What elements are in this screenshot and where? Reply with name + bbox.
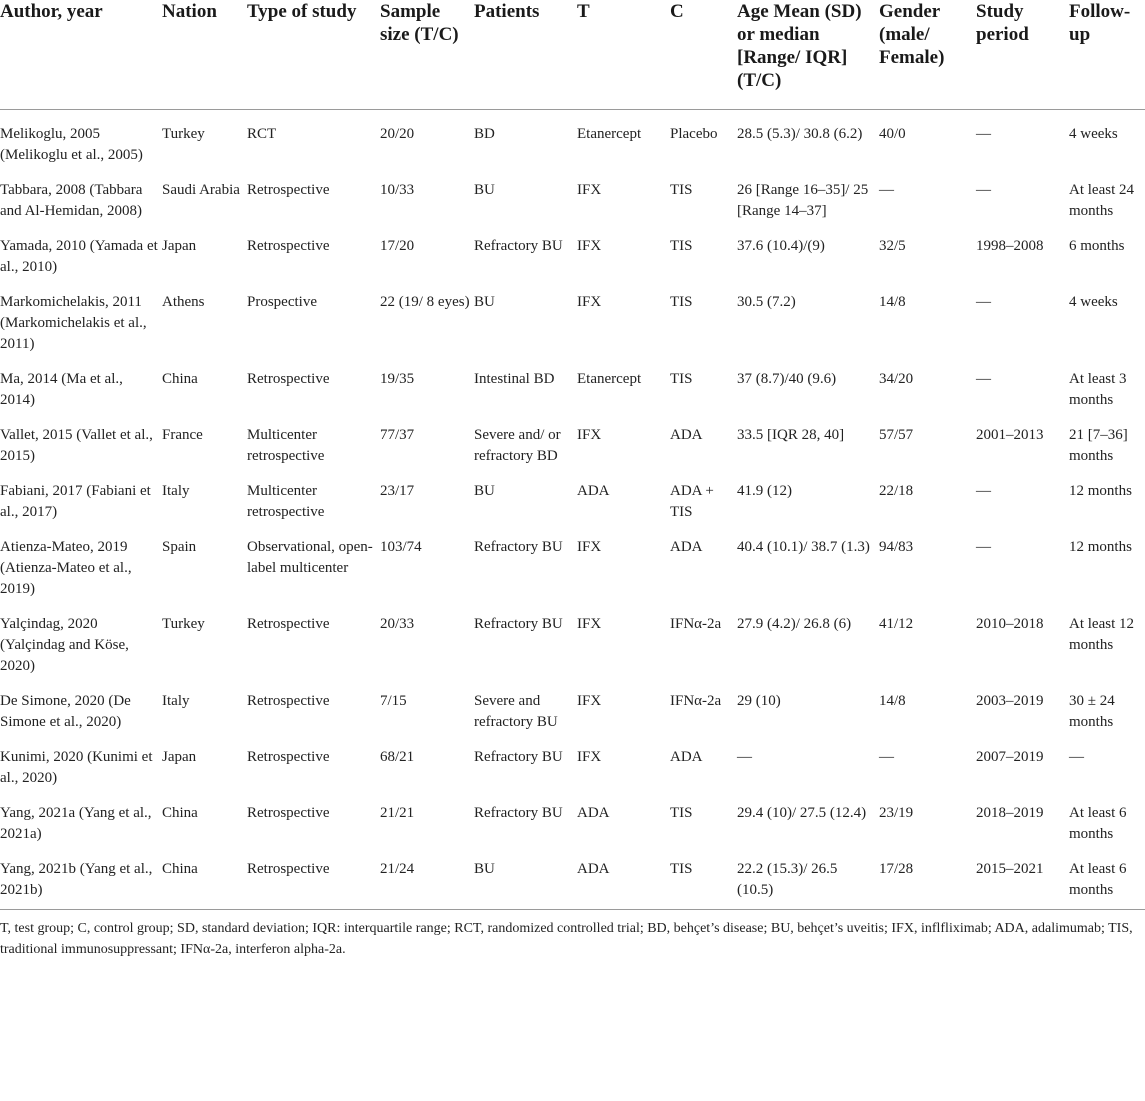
table-cell: IFX [577, 616, 602, 632]
table-cell: 26 [Range 16–35]/ 25 [Range 14–37] [737, 182, 869, 219]
table-cell: 21/21 [380, 805, 415, 821]
table-cell: 23/17 [380, 483, 415, 499]
table-cell: Retrospective [247, 616, 330, 632]
column-header: Type of study [247, 0, 380, 110]
table-footnote: T, test group; C, control group; SD, standard deviation; IQR: interquartile range; RCT, randomized controlled trial; BD, behçet’s disease; BU, behçet’s uveitis; IFX, inflfliximab; ADA, adalimumab; TIS, traditional immunosuppressant; IFNα-2a, interferon alpha-2a. [0, 921, 1133, 957]
table-cell: — [737, 749, 752, 765]
table-cell: Retrospective [247, 805, 330, 821]
table-row [0, 845, 1145, 910]
table-cell: IFNα-2a [670, 616, 722, 632]
table-cell: 2010–2018 [976, 616, 1044, 632]
table-cell: 57/57 [879, 427, 914, 443]
table-cell: IFX [577, 427, 602, 443]
table-cell: Retrospective [247, 693, 330, 709]
table-cell: 19/35 [380, 371, 415, 387]
table-cell: 2018–2019 [976, 805, 1044, 821]
table-cell: 30 ± 24 months [1069, 693, 1115, 730]
table-cell: IFX [577, 749, 602, 765]
table-cell: IFX [577, 693, 602, 709]
table-cell: 2015–2021 [976, 845, 1069, 910]
table-row [0, 600, 1145, 677]
table-body [0, 110, 1145, 910]
table-cell: 2007–2019 [976, 749, 1044, 765]
table-cell: TIS [670, 238, 693, 254]
table-cell: IFNα-2a [670, 693, 722, 709]
table-cell: 4 weeks [1069, 126, 1118, 142]
table-cell: 37.6 (10.4)/(9) [737, 238, 825, 254]
table-cell: 68/21 [380, 749, 415, 765]
table-cell: Spain [162, 539, 197, 555]
table-cell: 40/0 [879, 126, 906, 142]
table-cell: Observational, open-label multicenter [247, 539, 373, 576]
table-cell: At least 6 months [1069, 845, 1145, 910]
table-cell: — [976, 126, 991, 142]
table-cell: 34/20 [879, 371, 914, 387]
table-cell: Refractory BU [474, 539, 563, 555]
table-cell: — [976, 539, 991, 555]
column-header: Sample size (T/C) [380, 0, 474, 110]
table-cell: 14/8 [879, 294, 906, 310]
table-cell: De Simone, 2020 (De Simone et al., 2020) [0, 693, 131, 730]
table-cell: Placebo [670, 126, 718, 142]
table-cell: 20/33 [380, 616, 415, 632]
table-cell: RCT [247, 126, 277, 142]
table-cell: 2003–2019 [976, 693, 1044, 709]
table-cell: BD [474, 126, 495, 142]
table-cell: Italy [162, 693, 190, 709]
table-cell: 4 weeks [1069, 294, 1118, 310]
column-header: Author, year [0, 0, 162, 110]
table-cell: 41/12 [879, 616, 914, 632]
table-cell: At least 6 months [1069, 805, 1127, 842]
table-cell: BU [474, 845, 577, 910]
table-cell: ADA [670, 427, 703, 443]
table-cell: Vallet, 2015 (Vallet et al., 2015) [0, 427, 153, 464]
table-row [0, 222, 1145, 278]
table-cell: IFX [577, 294, 602, 310]
table-cell: Turkey [162, 126, 205, 142]
table-cell: Retrospective [247, 182, 330, 198]
table-cell: Severe and refractory BU [474, 693, 558, 730]
table-cell: TIS [670, 371, 693, 387]
table-cell: Ma, 2014 (Ma et al., 2014) [0, 371, 123, 408]
table-cell: 10/33 [380, 182, 415, 198]
table-cell: 17/28 [879, 845, 976, 910]
table-cell: 22 (19/ 8 eyes) [380, 294, 470, 310]
table-cell: China [162, 845, 247, 910]
table-cell: TIS [670, 182, 693, 198]
table-cell: TIS [670, 294, 693, 310]
table-cell: Yang, 2021a (Yang et al., 2021a) [0, 805, 152, 842]
table-cell: Multicenter retrospective [247, 427, 325, 464]
table-cell: TIS [670, 805, 693, 821]
column-header: Gender (male/ Female) [879, 0, 976, 110]
table-cell: IFX [577, 182, 602, 198]
table-cell: Prospective [247, 294, 317, 310]
table-cell: ADA [670, 539, 703, 555]
table-cell: BU [474, 182, 495, 198]
table-cell: — [976, 371, 991, 387]
table-cell: Turkey [162, 616, 205, 632]
table-cell: 21 [7–36] months [1069, 427, 1128, 464]
column-header: Patients [474, 0, 577, 110]
table-cell: Atienza-Mateo, 2019 (Atienza-Mateo et al., 2019) [0, 539, 132, 597]
table-cell: TIS [670, 845, 737, 910]
table-cell: Multicenter retrospective [247, 483, 325, 520]
table-cell: At least 24 months [1069, 182, 1134, 219]
table-cell: 22.2 (15.3)/ 26.5 (10.5) [737, 845, 879, 910]
table-cell: Refractory BU [474, 805, 563, 821]
table-cell: 23/19 [879, 805, 914, 821]
table-cell: Melikoglu, 2005 (Melikoglu et al., 2005) [0, 126, 143, 163]
table-cell: 40.4 (10.1)/ 38.7 (1.3) [737, 539, 870, 555]
table-cell: Retrospective [247, 238, 330, 254]
table-cell: 12 months [1069, 539, 1132, 555]
table-cell: Refractory BU [474, 238, 563, 254]
table-row [0, 789, 1145, 845]
table-cell: At least 3 months [1069, 371, 1127, 408]
table-header-row [0, 0, 1145, 110]
table-cell: — [879, 749, 894, 765]
table-cell: China [162, 805, 198, 821]
table-cell: 103/74 [380, 539, 422, 555]
table-cell: BU [474, 483, 495, 499]
table-cell: 12 months [1069, 483, 1132, 499]
column-header: Nation [162, 0, 247, 110]
table-cell: Japan [162, 749, 197, 765]
table-cell: 21/24 [380, 845, 474, 910]
table-cell: Retrospective [247, 371, 330, 387]
table-cell: Yamada, 2010 (Yamada et al., 2010) [0, 238, 158, 275]
table-cell: 37 (8.7)/40 (9.6) [737, 371, 837, 387]
table-cell: — [879, 182, 894, 198]
table-cell: — [976, 182, 991, 198]
table-cell: Athens [162, 294, 205, 310]
table-cell: 41.9 (12) [737, 483, 792, 499]
table-cell: Refractory BU [474, 616, 563, 632]
table-cell: BU [474, 294, 495, 310]
table-cell: 33.5 [IQR 28, 40] [737, 427, 845, 443]
table-cell: Severe and/ or refractory BD [474, 427, 561, 464]
column-header: T [577, 0, 670, 110]
table-cell: 29.4 (10)/ 27.5 (12.4) [737, 805, 867, 821]
table-row [0, 278, 1145, 355]
table-row [0, 467, 1145, 523]
table-cell: Markomichelakis, 2011 (Markomichelakis et al., 2011) [0, 294, 147, 352]
table-cell: ADA [670, 749, 703, 765]
table-cell: 28.5 (5.3)/ 30.8 (6.2) [737, 126, 863, 142]
table-row [0, 523, 1145, 600]
table-cell: Kunimi, 2020 (Kunimi et al., 2020) [0, 749, 153, 786]
table-cell: 94/83 [879, 539, 914, 555]
table-cell: 2001–2013 [976, 427, 1044, 443]
table-cell: ADA [577, 845, 670, 910]
table-row [0, 110, 1145, 167]
table-row [0, 355, 1145, 411]
table-cell: China [162, 371, 198, 387]
table-cell: Japan [162, 238, 197, 254]
table-cell: France [162, 427, 203, 443]
table-cell: Yang, 2021b (Yang et al., 2021b) [0, 845, 162, 910]
table-cell: — [976, 483, 991, 499]
table-cell: 14/8 [879, 693, 906, 709]
table-cell: Italy [162, 483, 190, 499]
table-cell: ADA + TIS [670, 483, 714, 520]
table-cell: Yalçindag, 2020 (Yalçindag and Köse, 2020) [0, 616, 129, 674]
column-header: Follow-up [1069, 0, 1145, 110]
table-cell: Retrospective [247, 845, 380, 910]
table-cell: Retrospective [247, 749, 330, 765]
table-cell: Intestinal BD [474, 371, 555, 387]
table-cell: — [1069, 749, 1084, 765]
table-cell: 22/18 [879, 483, 914, 499]
table-cell: Etanercept [577, 371, 642, 387]
table-cell: 30.5 (7.2) [737, 294, 796, 310]
table-cell: IFX [577, 238, 602, 254]
table-cell: IFX [577, 539, 602, 555]
table-cell: Refractory BU [474, 749, 563, 765]
column-header: Age Mean (SD) or median [Range/ IQR] (T/C) [737, 0, 879, 110]
table-cell: 20/20 [380, 126, 415, 142]
column-header: Study period [976, 0, 1069, 110]
table-cell: 1998–2008 [976, 238, 1044, 254]
table-row [0, 733, 1145, 789]
table-row [0, 677, 1145, 733]
table-cell: 17/20 [380, 238, 415, 254]
table-cell: Saudi Arabia [162, 182, 240, 198]
table-cell: Fabiani, 2017 (Fabiani et al., 2017) [0, 483, 151, 520]
table-cell: 77/37 [380, 427, 415, 443]
table-cell: Tabbara, 2008 (Tabbara and Al-Hemidan, 2008) [0, 182, 143, 219]
table-cell: ADA [577, 805, 610, 821]
table-cell: 6 months [1069, 238, 1125, 254]
table-row [0, 166, 1145, 222]
column-header: C [670, 0, 737, 110]
table-cell: 27.9 (4.2)/ 26.8 (6) [737, 616, 852, 632]
table-cell: 32/5 [879, 238, 906, 254]
table-row [0, 411, 1145, 467]
table-cell: At least 12 months [1069, 616, 1134, 653]
table-cell: — [976, 294, 991, 310]
table-cell: 7/15 [380, 693, 407, 709]
table-cell: Etanercept [577, 126, 642, 142]
table-cell: ADA [577, 483, 610, 499]
table-cell: 29 (10) [737, 693, 781, 709]
